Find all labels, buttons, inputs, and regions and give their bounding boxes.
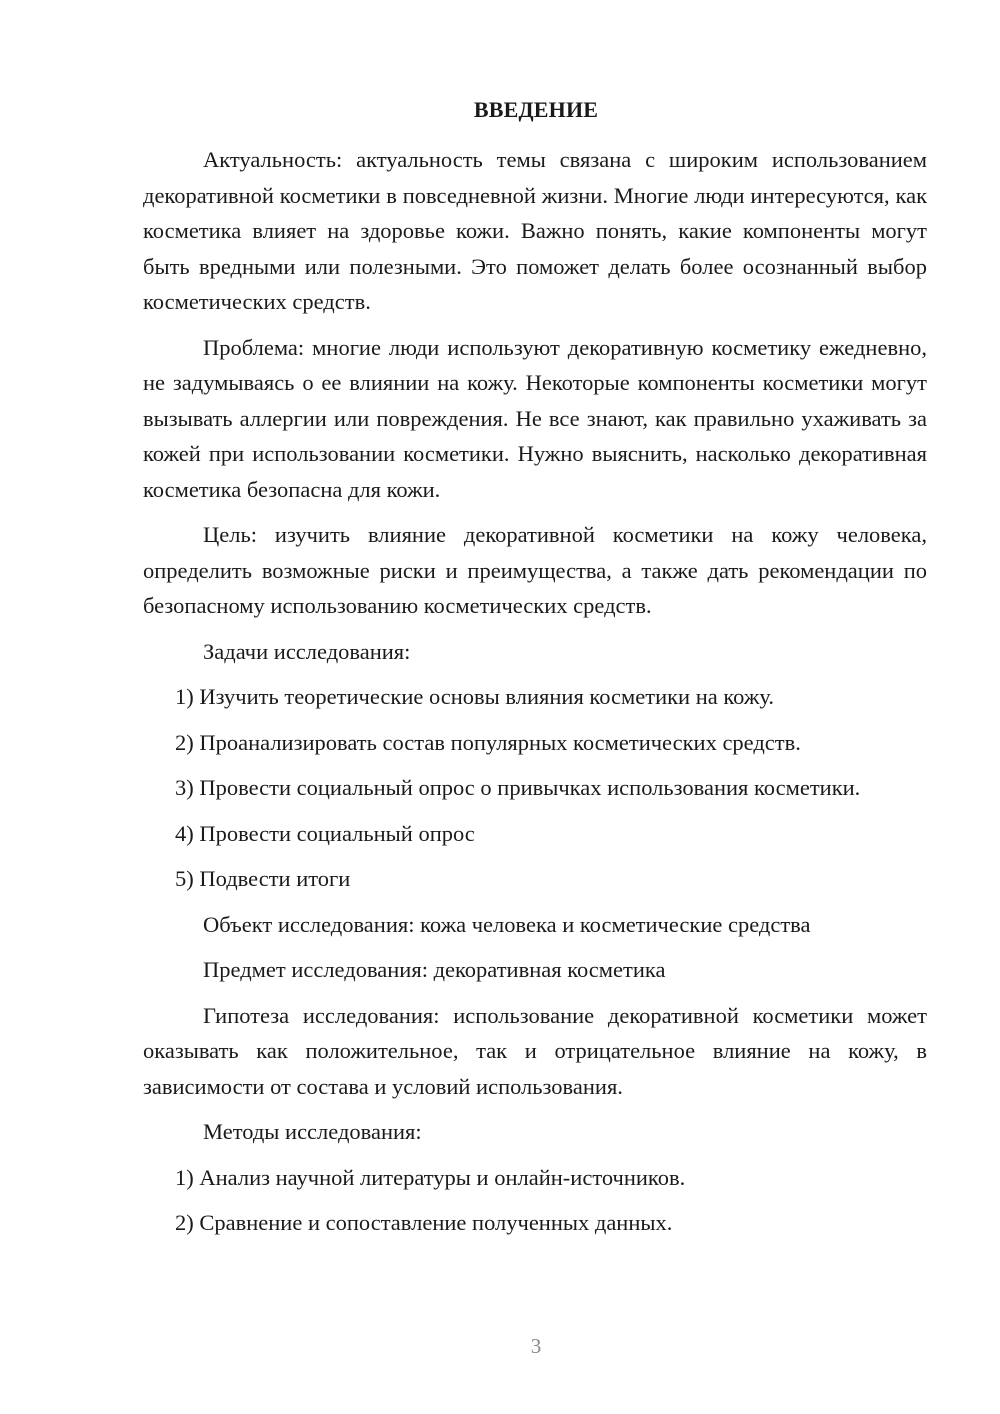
list-item-task-5: 5) Подвести итоги xyxy=(175,866,351,891)
paragraph-relevance: Актуальность: актуальность темы связана с широким использованием декоративной косметики в повседневной жизни. Многие люди интересуются, как косметика влияет на здоровье кожи. Важно понять, какие компоненты могут быть вредными или полезными. Это поможет делать более осознанный выбор косметических средств. xyxy=(143,147,927,314)
paragraph-subject: Предмет исследования: декоративная косметика xyxy=(203,957,666,982)
list-item-task-4: 4) Провести социальный опрос xyxy=(175,820,475,846)
document-body xyxy=(143,142,927,1251)
paragraph-methods-heading: Методы исследования: xyxy=(203,1119,422,1144)
paragraph-problem: Проблема: многие люди используют декоративную косметику ежедневно, не задумываясь о ее влиянии на кожу. Некоторые компоненты косметики могут вызывать аллергии или повреждения. Не все знают, как правильно ухаживать за кожей при использовании косметики. Нужно выяснить, насколько декоративная косметика безопасна для кожи. xyxy=(143,334,927,502)
paragraph-goal: Цель: изучить влияние декоративной косметики на кожу человека, определить возможные риски и преимущества, а также дать рекомендации по безопасному использованию косметических средств. xyxy=(143,522,927,618)
list-item-task-2: 2) Проанализировать состав популярных косметических средств. xyxy=(175,729,801,755)
list-item-method-2: 2) Сравнение и сопоставление полученных данных. xyxy=(175,1210,673,1235)
list-item-task-1: 1) Изучить теоретические основы влияния косметики на кожу. xyxy=(175,684,775,709)
page-number: 3 xyxy=(530,1334,542,1358)
list-item-method-1: 1) Анализ научной литературы и онлайн-источников. xyxy=(175,1164,686,1190)
list-item-task-3: 3) Провести социальный опрос о привычках использования косметики. xyxy=(175,775,861,800)
page-heading: ВВЕДЕНИЕ xyxy=(473,97,599,122)
paragraph-tasks-heading: Задачи исследования: xyxy=(203,638,411,664)
paragraph-hypothesis: Гипотеза исследования: использование декоративной косметики может оказывать как положительное, так и отрицательное влияние на кожу, в зависимости от состава и условий использования. xyxy=(143,1002,927,1099)
paragraph-object: Объект исследования: кожа человека и косметические средства xyxy=(203,911,811,937)
